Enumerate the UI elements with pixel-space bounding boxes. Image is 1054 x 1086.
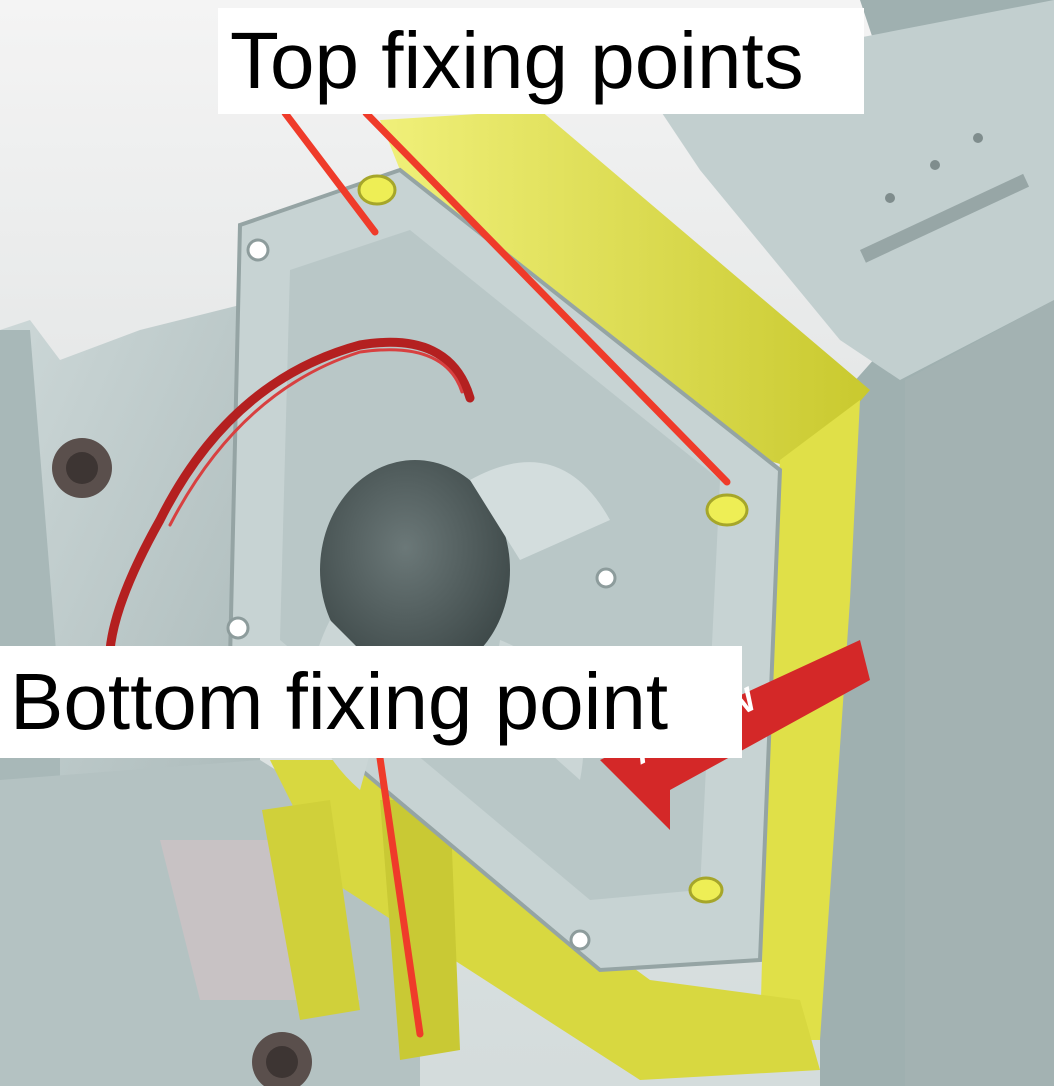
frame-hole — [228, 618, 248, 638]
screw-boss-inner — [66, 452, 98, 484]
enclosure-right-face — [905, 300, 1054, 1086]
frame-hole — [571, 931, 589, 949]
top-fixing-points-text: Top fixing points — [230, 16, 804, 105]
vent-hole — [930, 160, 940, 170]
top-right-screw — [707, 495, 747, 525]
frame-hole — [597, 569, 615, 587]
vent-hole — [885, 193, 895, 203]
frame-hole — [248, 240, 268, 260]
bottom-fixing-point-text: Bottom fixing point — [10, 657, 669, 746]
screw-boss-inner — [266, 1046, 298, 1078]
vent-hole — [973, 133, 983, 143]
bottom-fixing-point-label — [0, 646, 742, 758]
top-fixing-points-label — [218, 8, 864, 114]
lower-screw — [690, 878, 722, 902]
top-left-screw — [359, 176, 395, 204]
